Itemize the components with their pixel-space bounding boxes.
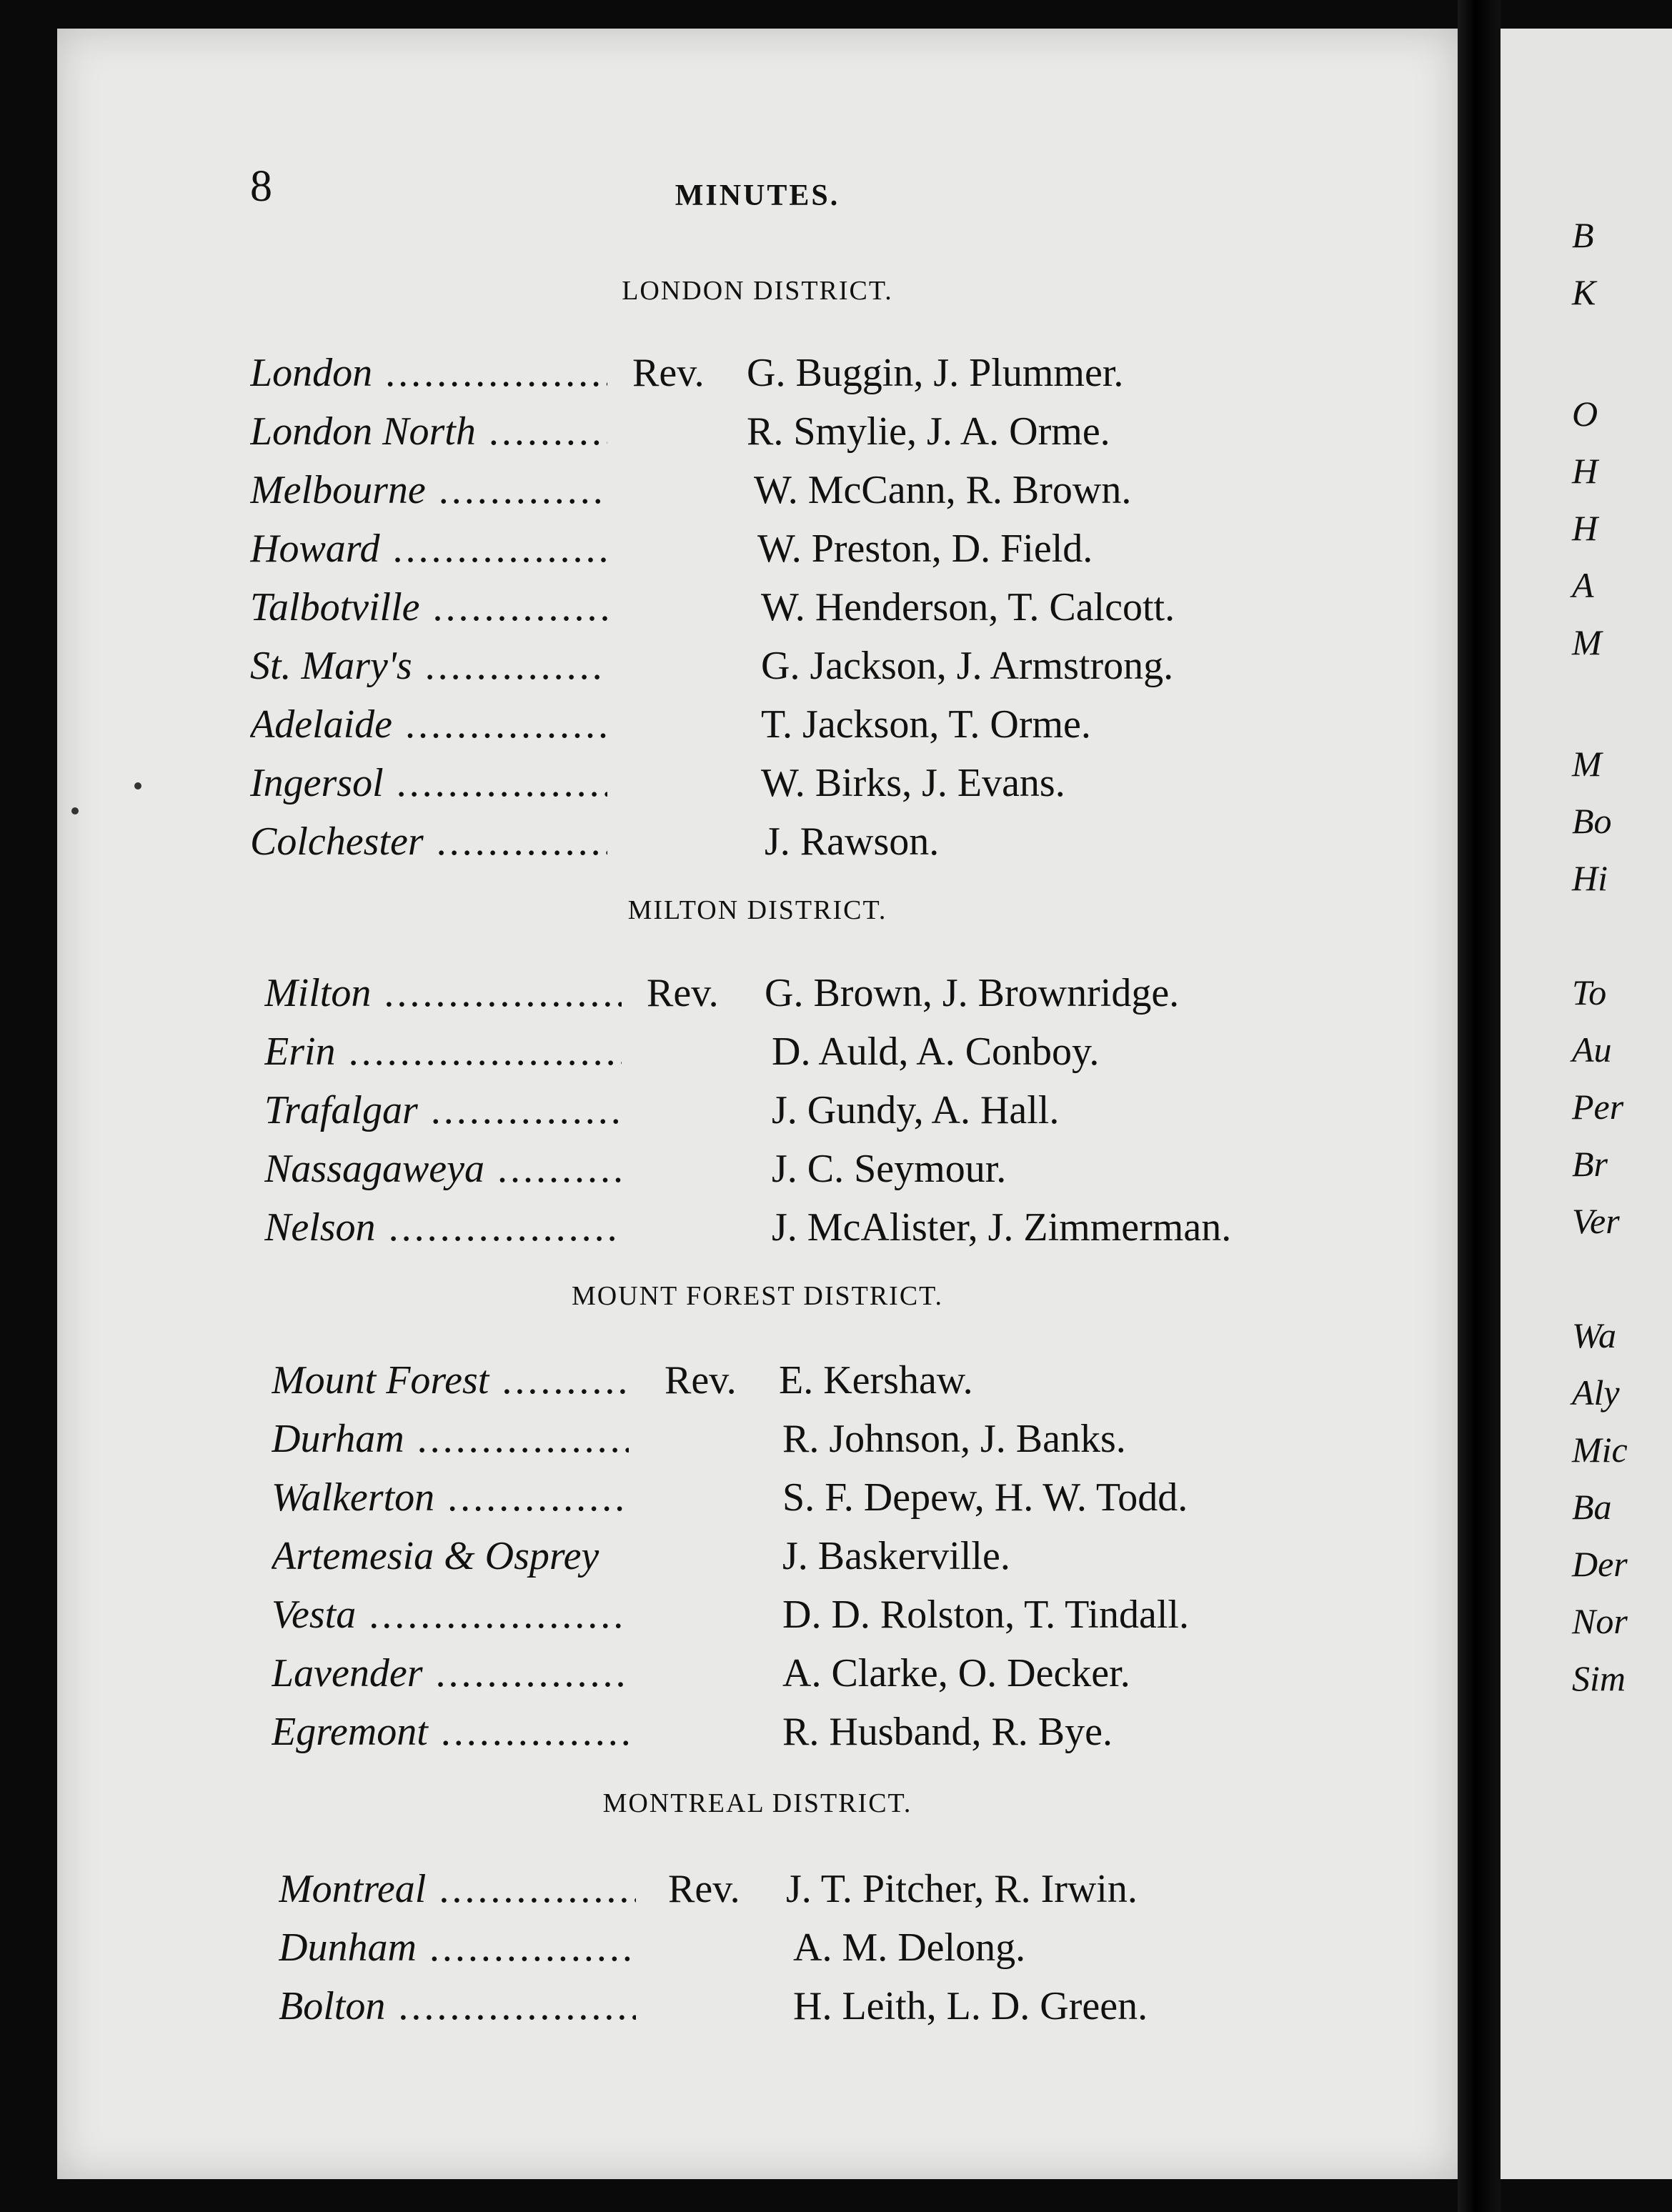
circuit-name: Ingersol ..... (250, 760, 607, 806)
minister-names: G. Brown, J. Brownridge. (765, 971, 1180, 1015)
circuit-name: Bolton ..... (279, 1983, 636, 2029)
circuit-entry (250, 1475, 1458, 1528)
circuit-entry (250, 1416, 1458, 1469)
circuit-name: Adelaide ..... (250, 702, 607, 747)
facing-page-fragment: A (1572, 565, 1594, 605)
rev-prefix: Rev. (668, 1867, 740, 1911)
circuit-name: Nelson ..... (264, 1205, 622, 1250)
circuit-entry (250, 702, 1458, 754)
facing-page-fragment: Per (1572, 1087, 1624, 1127)
facing-page-fragment: Hi (1572, 858, 1608, 898)
print-speck (71, 807, 79, 814)
circuit-name: Mount Forest ..... (272, 1357, 629, 1403)
minister-names: G. Jackson, J. Armstrong. (761, 644, 1174, 688)
facing-page-fragment: M (1572, 744, 1602, 784)
facing-page-fragment: H (1572, 508, 1598, 548)
minister-names: J. Rawson. (765, 819, 940, 864)
circuit-name: London ..... (250, 350, 607, 396)
circuit-entry (250, 1205, 1458, 1257)
circuit-name: Nassagaweya ..... (264, 1146, 622, 1192)
facing-page-fragment: Nor (1572, 1601, 1628, 1641)
minister-names: R. Smylie, J. A. Orme. (747, 409, 1110, 454)
circuit-entry (250, 526, 1458, 579)
minister-names: W. Preston, D. Field. (757, 527, 1093, 571)
district-heading: MONTREAL DISTRICT. (602, 1788, 912, 1818)
minister-names: R. Johnson, J. Banks. (782, 1417, 1126, 1461)
facing-page-fragment: Wa (1572, 1315, 1617, 1355)
page-number: 8 (250, 162, 272, 211)
minister-names: G. Buggin, J. Plummer. (747, 351, 1124, 395)
district-heading: MOUNT FOREST DISTRICT. (571, 1281, 944, 1311)
circuit-entry (250, 1650, 1458, 1703)
rev-prefix: Rev. (632, 351, 705, 395)
minister-names: A. M. Delong. (793, 1925, 1026, 1970)
minister-names: J. Gundy, A. Hall. (772, 1088, 1060, 1132)
minister-names: J. T. Pitcher, R. Irwin. (786, 1867, 1138, 1911)
circuit-name: Dunham ..... (279, 1925, 636, 1971)
left-page (57, 29, 1458, 2179)
circuit-entry (250, 467, 1458, 520)
circuit-name: Trafalgar ..... (264, 1087, 622, 1133)
facing-page-fragment: Sim (1572, 1658, 1626, 1698)
minister-names: D. D. Rolston, T. Tindall. (782, 1593, 1189, 1637)
facing-page-fragment: Au (1572, 1030, 1612, 1070)
circuit-entry (250, 1709, 1458, 1762)
book-gutter (1458, 0, 1501, 2212)
facing-page-fragment: Ver (1572, 1201, 1620, 1241)
facing-page-fragment: Bo (1572, 801, 1612, 841)
circuit-entry (250, 1533, 1458, 1586)
circuit-name: St. Mary's ..... (250, 643, 607, 689)
minister-names: J. C. Seymour. (772, 1147, 1007, 1191)
facing-page-fragment: B (1572, 215, 1594, 255)
minister-names: T. Jackson, T. Orme. (761, 702, 1091, 747)
minister-names: S. F. Depew, H. W. Todd. (782, 1475, 1188, 1520)
circuit-name: Colchester ..... (250, 819, 607, 865)
circuit-name: Lavender ..... (272, 1650, 629, 1696)
circuit-entry (250, 1087, 1458, 1140)
circuit-entry (250, 1592, 1458, 1645)
circuit-name: London North ..... (250, 409, 607, 454)
facing-page-fragment: Ba (1572, 1487, 1612, 1527)
facing-page-fragment: Br (1572, 1144, 1608, 1184)
rev-prefix: Rev. (665, 1358, 737, 1403)
minister-names: W. Birks, J. Evans. (761, 761, 1065, 805)
facing-page-fragment: O (1572, 394, 1598, 434)
facing-page-fragment: Mic (1572, 1430, 1628, 1470)
running-head: MINUTES. (675, 179, 840, 212)
minister-names: H. Leith, L. D. Green. (793, 1984, 1148, 2028)
facing-page-fragment: M (1572, 622, 1602, 662)
circuit-entry (250, 643, 1458, 696)
minister-names: D. Auld, A. Conboy. (772, 1030, 1100, 1074)
circuit-entry (250, 1146, 1458, 1199)
district-heading: MILTON DISTRICT. (627, 895, 887, 925)
facing-page-fragment: Aly (1572, 1372, 1620, 1413)
minister-names: J. McAlister, J. Zimmerman. (772, 1205, 1232, 1250)
facing-page-fragment: H (1572, 451, 1598, 491)
minister-names: W. McCann, R. Brown. (754, 468, 1132, 512)
circuit-name: Talbotville ..... (250, 584, 607, 630)
circuit-name: Egremont ..... (272, 1709, 629, 1755)
circuit-name: Vesta ..... (272, 1592, 629, 1638)
district-heading: LONDON DISTRICT. (622, 276, 893, 306)
minister-names: W. Henderson, T. Calcott. (761, 585, 1175, 629)
minister-names: J. Baskerville. (782, 1534, 1010, 1578)
rev-prefix: Rev. (647, 971, 719, 1015)
facing-page-fragment: K (1572, 272, 1596, 312)
circuit-entry (250, 1925, 1458, 1978)
circuit-name: Melbourne ..... (250, 467, 607, 513)
circuit-entry (250, 350, 1458, 403)
minister-names: R. Husband, R. Bye. (782, 1710, 1113, 1754)
minister-names: A. Clarke, O. Decker. (782, 1651, 1130, 1695)
print-speck (134, 782, 141, 789)
circuit-entry (250, 760, 1458, 813)
facing-page-fragment: Der (1572, 1544, 1628, 1584)
minister-names: E. Kershaw. (779, 1358, 973, 1403)
circuit-entry (250, 819, 1458, 872)
circuit-name: Durham ..... (272, 1416, 629, 1462)
circuit-entry (250, 409, 1458, 462)
facing-page-fragment: To (1572, 972, 1607, 1012)
circuit-entry (250, 1357, 1458, 1410)
circuit-entry (250, 584, 1458, 637)
circuit-entry (250, 1983, 1458, 2036)
circuit-entry (250, 1866, 1458, 1919)
circuit-name: Artemesia & Osprey (272, 1534, 599, 1578)
circuit-name: Howard ..... (250, 526, 607, 572)
circuit-name: Milton ..... (264, 970, 622, 1016)
circuit-name: Walkerton ..... (272, 1475, 629, 1520)
circuit-entry (250, 1029, 1458, 1082)
circuit-entry (250, 970, 1458, 1023)
circuit-name: Montreal ..... (279, 1866, 636, 1912)
circuit-name: Erin ..... (264, 1029, 622, 1075)
